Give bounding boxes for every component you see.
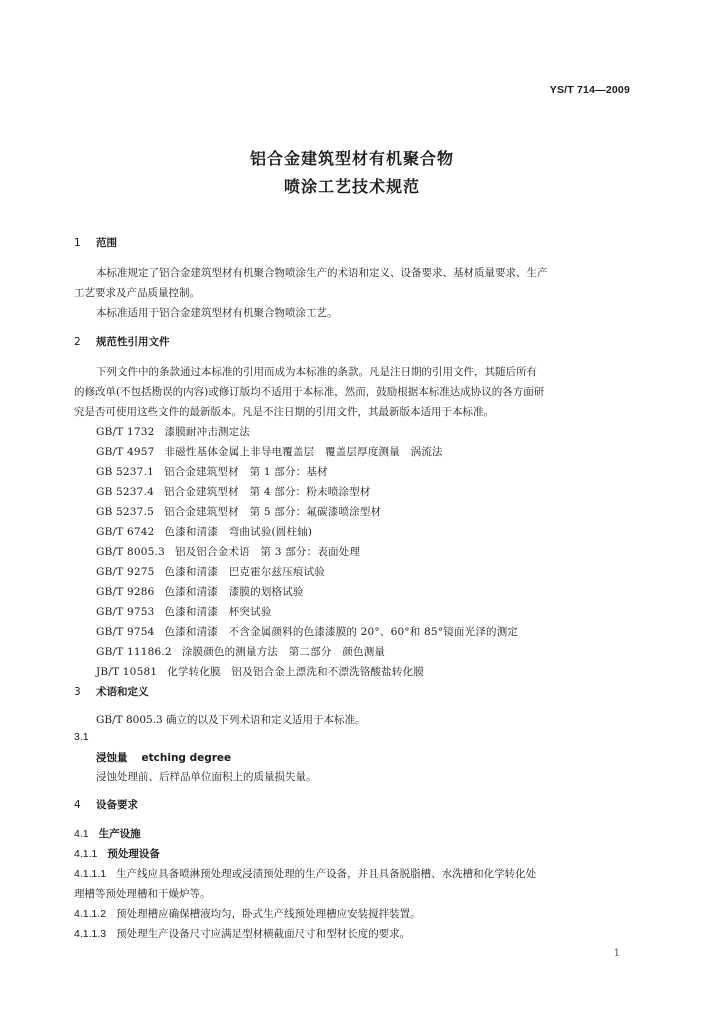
clause-number: 4.1.1.3: [74, 928, 107, 940]
page-number: 1: [613, 948, 620, 959]
paragraph-line: 本标准适用于铝合金建筑型材有机聚合物喷涂工艺。: [96, 307, 338, 319]
term-heading: [96, 750, 231, 765]
clause-title: 生产设施: [98, 828, 141, 840]
clause-text: 预处理生产设备尺寸应满足型材横截面尺寸和型材长度的要求。: [116, 928, 411, 940]
section-3-heading: [74, 684, 149, 699]
reference-code: GB/T 9753: [96, 606, 155, 618]
reference-title: 色漆和清漆 弯曲试验(圆柱轴): [164, 526, 313, 538]
document-title-line2: 喷涂工艺技术规范: [283, 177, 420, 196]
clause-text: 生产线应具备喷淋预处理或浸渍预处理的生产设备，并且具备脱脂槽、水洗槽和化学转化处: [116, 868, 537, 880]
reference-title: 铝合金建筑型材 第 5 部分：氟碳漆喷涂型材: [163, 506, 382, 518]
reference-title: 漆膜耐冲击测定法: [164, 426, 251, 438]
section-title: 范围: [96, 237, 117, 249]
reference-item: [96, 504, 381, 519]
paragraph-line: 本标准规定了铝合金建筑型材有机聚合物喷涂生产的术语和定义、设备要求、基材质量要求、生产: [96, 267, 548, 279]
clause-4-1-1-3: [74, 926, 410, 941]
section-number: 1: [74, 237, 81, 249]
term-definition: 浸蚀处理前、后样品单位面积上的质量损失量。: [96, 771, 317, 783]
reference-item: [96, 624, 518, 639]
term-chinese: 浸蚀量: [96, 752, 128, 764]
term-number: 3.1: [74, 731, 89, 743]
reference-item: [96, 644, 385, 659]
section-title: 设备要求: [96, 799, 138, 811]
reference-title: 涂膜颜色的测量方法 第二部分 颜色测量: [181, 646, 386, 658]
reference-item: [96, 444, 443, 459]
section-number: 3: [74, 686, 81, 698]
reference-code: GB/T 4957: [96, 446, 155, 458]
section-4-heading: [74, 797, 138, 812]
reference-item: [96, 424, 250, 439]
reference-title: 非磁性基体金属上非导电覆盖层 覆盖层厚度测量 涡流法: [164, 446, 443, 458]
paragraph-line: 的修改单(不包括勘误的内容)或修订版均不适用于本标准，然而，鼓励根据本标准达成协议的各方面研: [74, 386, 545, 398]
paragraph-line: 下列文件中的条款通过本标准的引用而成为本标准的条款。凡是注日期的引用文件，其随后所有: [96, 366, 537, 378]
reference-code: JB/T 10581: [96, 666, 158, 678]
reference-title: 铝合金建筑型材 第 4 部分：粉末喷涂型材: [163, 486, 371, 498]
clause-4-1-1-2: [74, 906, 421, 921]
reference-code: GB/T 11186.2: [96, 646, 172, 658]
clause-number: 4.1.1: [74, 848, 98, 860]
reference-item: [96, 604, 272, 619]
reference-title: 色漆和清漆 杯突试验: [164, 606, 272, 618]
term-english: etching degree: [141, 752, 232, 764]
section-number: 4: [74, 799, 81, 811]
reference-code: GB/T 6742: [96, 526, 155, 538]
reference-item: [96, 464, 328, 479]
paragraph-line: 工艺要求及产品质量控制。: [74, 287, 200, 299]
reference-title: 化学转化膜 铝及铝合金上漂洗和不漂洗铬酸盐转化膜: [167, 666, 425, 678]
reference-code: GB/T 9754: [96, 626, 155, 638]
section-number: 2: [74, 336, 81, 348]
reference-item: [96, 544, 360, 559]
reference-title: 铝及铝合金术语 第 3 部分：表面处理: [174, 546, 361, 558]
reference-item: [96, 584, 304, 599]
paragraph-line: GB/T 8005.3 确立的以及下列术语和定义适用于本标准。: [96, 714, 366, 726]
standard-number: YS/T 714—2009: [549, 84, 630, 96]
clause-4-1: [74, 826, 141, 841]
reference-code: GB/T 1732: [96, 426, 155, 438]
clause-number: 4.1.1.1: [74, 868, 107, 880]
reference-title: 铝合金建筑型材 第 1 部分：基材: [163, 466, 328, 478]
section-title: 规范性引用文件: [96, 336, 170, 348]
reference-code: GB/T 9286: [96, 586, 155, 598]
clause-number: 4.1.1.2: [74, 908, 107, 920]
clause-title: 预处理设备: [107, 848, 160, 860]
reference-item: [96, 524, 312, 539]
reference-code: GB 5237.5: [96, 506, 154, 518]
paragraph-line: 理槽等预处理槽和干燥炉等。: [74, 888, 211, 900]
reference-item: [96, 564, 325, 579]
clause-number: 4.1: [74, 828, 89, 840]
reference-code: GB/T 9275: [96, 566, 155, 578]
reference-title: 色漆和清漆 漆膜的划格试验: [164, 586, 304, 598]
reference-title: 色漆和清漆 不含金属颜料的色漆漆膜的 20°、60°和 85°镜面光泽的测定: [164, 626, 519, 638]
reference-title: 色漆和清漆 巴克霍尔兹压痕试验: [164, 566, 326, 578]
reference-code: GB 5237.1: [96, 466, 154, 478]
reference-item: [96, 664, 424, 679]
section-2-heading: [74, 334, 170, 349]
reference-code: GB 5237.4: [96, 486, 154, 498]
reference-item: [96, 484, 371, 499]
clause-4-1-1-1: [74, 866, 536, 881]
reference-code: GB/T 8005.3: [96, 546, 165, 558]
paragraph-line: 究是否可使用这些文件的最新版本。凡是不注日期的引用文件，其最新版本适用于本标准。: [74, 406, 494, 418]
clause-4-1-1: [74, 846, 160, 861]
document-title-line1: 铝合金建筑型材有机聚合物: [249, 149, 454, 168]
section-title: 术语和定义: [96, 686, 149, 698]
section-1-heading: [74, 235, 117, 250]
clause-text: 预处理槽应确保槽液均匀，卧式生产线预处理槽应安装搅拌装置。: [116, 908, 421, 920]
